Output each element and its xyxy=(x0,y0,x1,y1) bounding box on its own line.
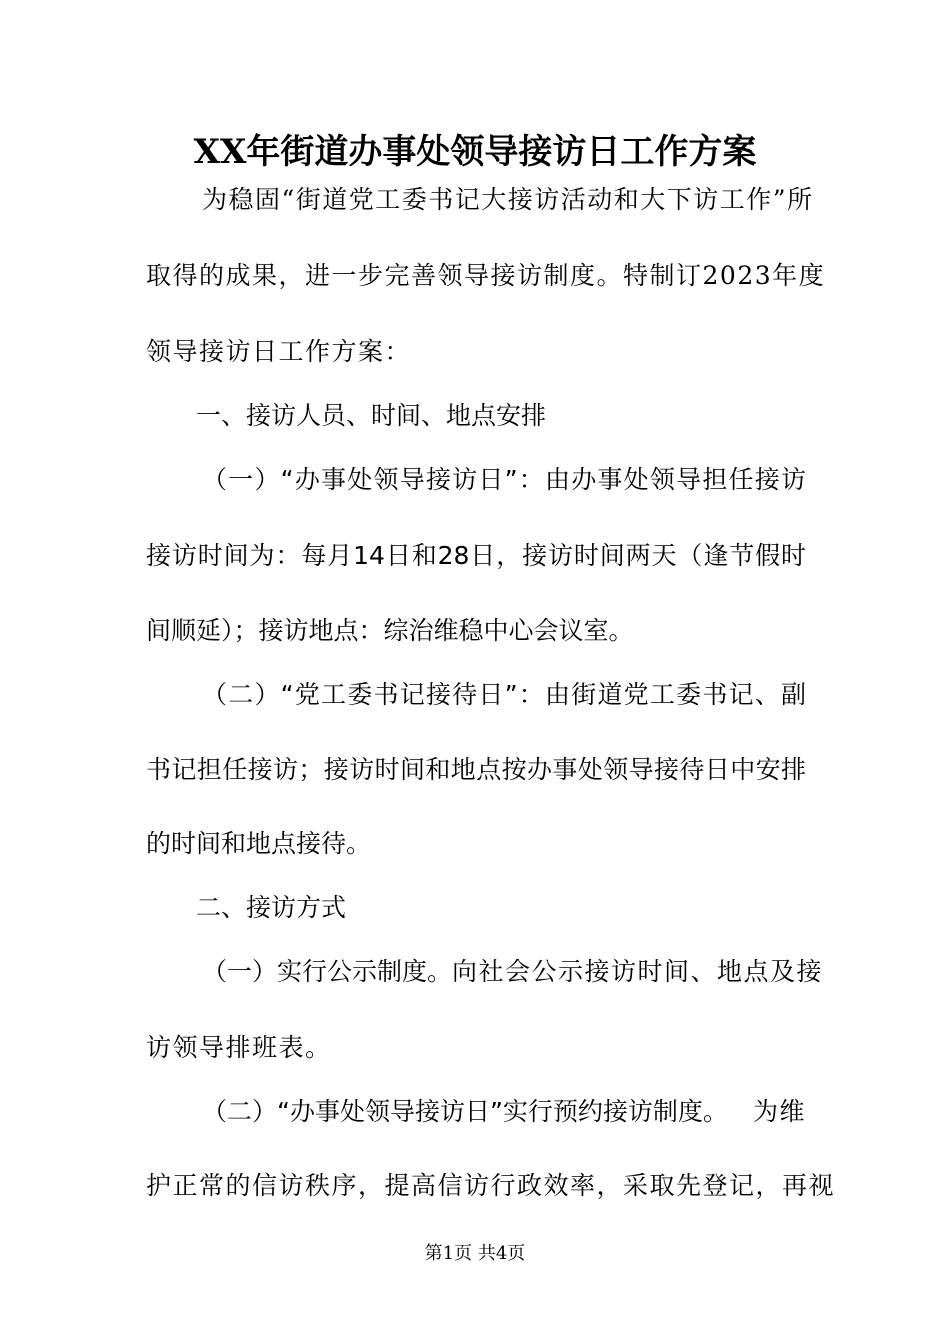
document-title: XX年街道办事处领导接访日工作方案 xyxy=(193,132,757,172)
paragraph-line-mixed xyxy=(202,952,824,992)
paragraph-segment: （二）“办事处领导接访日”实行预约接访制度。 xyxy=(202,1097,728,1126)
paragraph-segment: 向社会公示接访时间、地点及接 xyxy=(452,957,824,986)
section-heading: 一、接访人员、时间、地点安排 xyxy=(196,401,547,430)
paragraph-line-mixed xyxy=(202,1092,806,1132)
section-heading: 二、接访方式 xyxy=(196,893,347,922)
paragraph-line: （一）“办事处领导接访日”：由办事处领导担任接访 xyxy=(202,465,806,494)
paragraph-line: 书记担任接访；接访时间和地点按办事处领导接待日中安排 xyxy=(146,755,806,784)
page-footer: 第1页 共4页 xyxy=(424,1243,526,1264)
paragraph-line: 间顺延）；接访地点：综治维稳中心会议室。 xyxy=(146,616,634,645)
paragraph-line: 为稳固“街道党工委书记大接访活动和大下访工作”所 xyxy=(202,185,814,214)
paragraph-segment: （一）实行公示制度。 xyxy=(202,957,453,986)
paragraph-line: 的时间和地点接待。 xyxy=(146,829,372,858)
paragraph-line: 访领导排班表。 xyxy=(146,1033,332,1062)
paragraph-line: 护正常的信访秩序，提高信访行政效率，采取先登记，再视 xyxy=(146,1171,836,1200)
paragraph-line: 取得的成果，进一步完善领导接访制度。特制订2023年度 xyxy=(146,261,826,290)
paragraph-line: （二）“党工委书记接待日”：由街道党工委书记、副 xyxy=(202,680,806,709)
paragraph-segment: 为维 xyxy=(752,1097,806,1126)
paragraph-line: 接访时间为：每月14日和28日，接访时间两天（逢节假时 xyxy=(146,541,806,570)
paragraph-line: 领导接访日工作方案： xyxy=(146,337,412,366)
